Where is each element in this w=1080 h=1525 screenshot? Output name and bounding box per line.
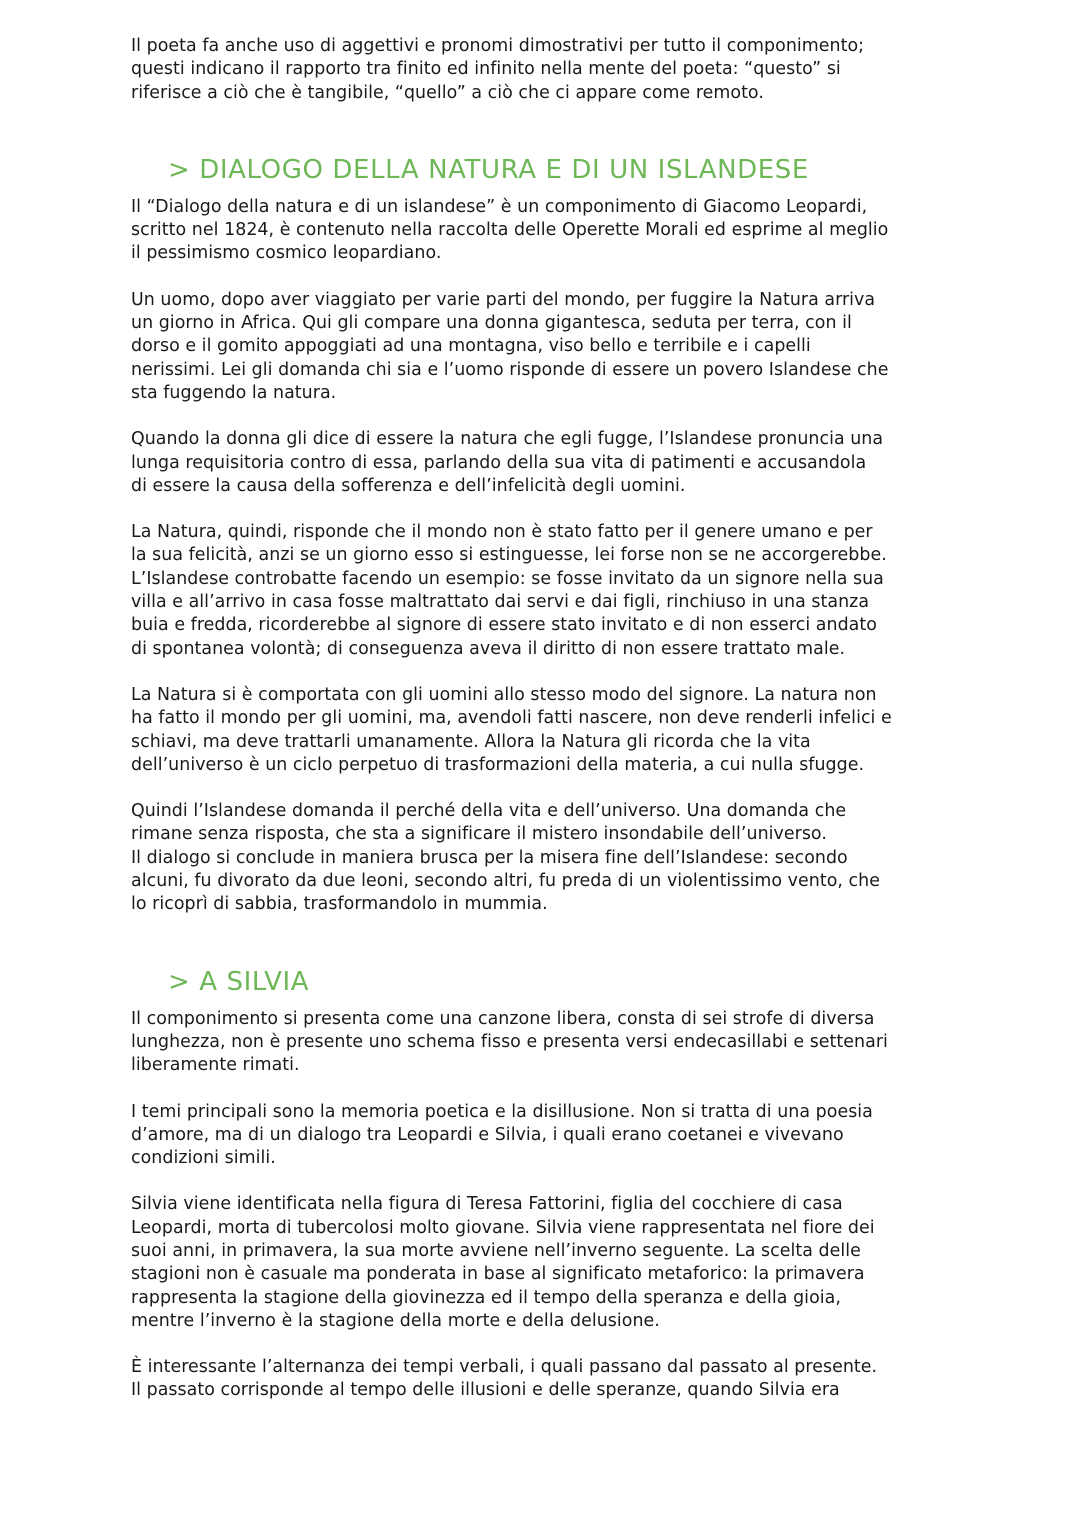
silvia-paragraph-4: È interessante l’alternanza dei tempi verbali, i quali passano dal passato al presente. Il passato corrisponde al tempo delle illusioni e delle speranze, quando Silvia era bbox=[131, 1357, 878, 1401]
dialogo-paragraph-1: Il “Dialogo della natura e di un islandese” è un componimento di Giacomo Leopardi, scritto nel 1824, è contenuto nella raccolta delle Operette Morali ed esprime al meglio il pessimismo cosmico leopardiano. bbox=[131, 196, 889, 264]
silvia-paragraph-1: Il componimento si presenta come una canzone libera, consta di sei strofe di diversa lunghezza, non è presente uno schema fisso e presenta versi endecasillabi e settenari liberamente rimati. bbox=[131, 1008, 888, 1076]
dialogo-paragraph-3: Quando la donna gli dice di essere la natura che egli fugge, l’Islandese pronuncia una lunga requisitoria contro di essa, parlando della sua vita di patimenti e accusandola di essere la causa della sofferenza e dell’infelicità degli uomini. bbox=[131, 429, 884, 496]
dialogo-paragraph-6: Quindi l’Islandese domanda il perché della vita e dell’universo. Una domanda che rimane senza risposta, che sta a significare il mistero insondabile dell’universo. Il dialogo si conclude in maniera brusca per la misera fine dell’Islandese: secondo alcuni, fu divorato da due leoni, secondo altri, fu preda di un violentissimo vento, che lo ricoprì di sabbia, trasformandolo in mummia. bbox=[131, 801, 880, 915]
dialogo-paragraph-2: Un uomo, dopo aver viaggiato per varie parti del mondo, per fuggire la Natura arriva un giorno in Africa. Qui gli compare una donna gigantesca, seduta per terra, con il dorso e il gomito appoggiati ad una montagna, viso bello e terribile e i capelli nerissimi. Lei gli domanda chi sia e l’uomo risponde di essere un povero Islandese che sta fuggendo la natura. bbox=[131, 289, 889, 403]
dialogo-paragraph-5: La Natura si è comportata con gli uomini allo stesso modo del signore. La natura non ha fatto il mondo per gli uomini, ma, avendoli fatti nascere, non deve renderli infelici e schiavi, ma deve trattarli umanamente. Allora la Natura gli ricorda che la vita dell’universo è un ciclo perpetuo di trasformazioni della materia, a cui nulla sfugge. bbox=[131, 684, 892, 775]
intro-paragraph: Il poeta fa anche uso di aggettivi e pronomi dimostrativi per tutto il componimento; questi indicano il rapporto tra finito ed infinito nella mente del poeta: “questo” si riferisce a ciò che è tangibile, “quello” a ciò che ci appare come remoto. bbox=[131, 36, 865, 103]
dialogo-paragraph-4: La Natura, quindi, risponde che il mondo non è stato fatto per il genere umano e per la sua felicità, anzi se un giorno esso si estinguesse, lei forse non se ne accorgerebbe. L’Islandese controbatte facendo un esempio: se fosse invitato da un signore nella sua villa e all’arrivo in casa fosse maltrattato dai servi e dai figli, rinchiuso in una stanza buia e fredda, ricorderebbe al signore di essere stato invitato e di non esserci andato di spontanea volontà; di conseguenza aveva il diritto di non essere trattato male. bbox=[131, 522, 887, 659]
document-page bbox=[131, 35, 961, 1403]
silvia-paragraph-2: I temi principali sono la memoria poetica e la disillusione. Non si tratta di una poesia d’amore, ma di un dialogo tra Leopardi e Silvia, i quali erano coetanei e vivevano condizioni simili. bbox=[131, 1101, 873, 1169]
silvia-paragraph-3: Silvia viene identificata nella figura di Teresa Fattorini, figlia del cocchiere di casa Leopardi, morta di tubercolosi molto giovane. Silvia viene rappresentata nel fiore dei suoi anni, in primavera, la sua morte avviene nell’inverno seguente. La scelta delle stagioni non è casuale ma ponderata in base al significato metaforico: la primavera rappresenta la stagione della giovinezza ed il tempo della speranza e della gioia, mentre l’inverno è la stagione della morte e della delusione. bbox=[131, 1194, 875, 1331]
section-heading-silvia: > A SILVIA bbox=[168, 966, 310, 997]
section-heading-dialogo: > DIALOGO DELLA NATURA E DI UN ISLANDESE bbox=[168, 154, 809, 185]
